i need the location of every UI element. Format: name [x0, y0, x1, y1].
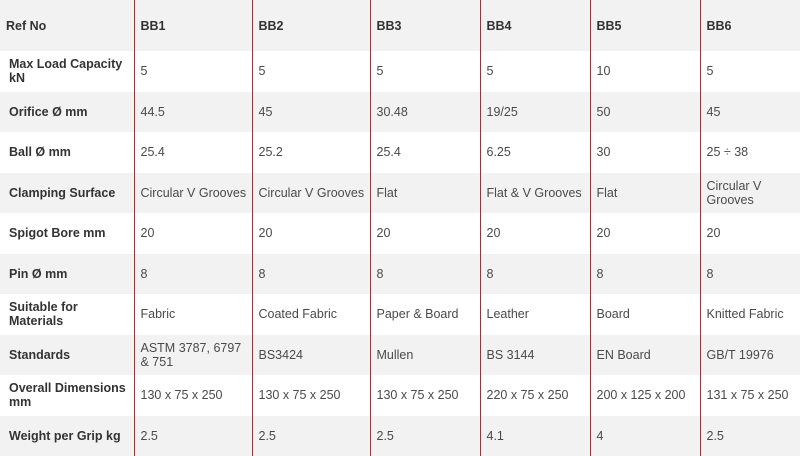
cell-bb4: 8 — [480, 254, 590, 295]
column-header-bb6: BB6 — [700, 0, 800, 51]
cell-bb3: 30.48 — [370, 92, 480, 133]
cell-bb2: 45 — [252, 92, 370, 133]
cell-bb3: 2.5 — [370, 416, 480, 456]
column-header-bb4: BB4 — [480, 0, 590, 51]
row-orifice — [0, 92, 800, 133]
cell-bb2: Circular V Grooves — [252, 173, 370, 214]
row-label: Pin Ø mm — [9, 266, 68, 281]
cell-bb1: Fabric — [134, 294, 252, 335]
row-pin — [0, 254, 800, 295]
cell-bb1: Circular V Grooves — [134, 173, 252, 214]
header-label: Ref No — [6, 18, 47, 33]
cell-bb6: 2.5 — [700, 416, 800, 456]
row-clamping-surface — [0, 173, 800, 214]
cell-bb5: 4 — [590, 416, 700, 456]
cell-bb4: BS 3144 — [480, 335, 590, 376]
row-weight — [0, 416, 800, 456]
cell-bb5: 200 x 125 x 200 — [590, 375, 700, 416]
cell-bb2: Coated Fabric — [252, 294, 370, 335]
header-row — [0, 0, 800, 51]
row-suitable-materials — [0, 294, 800, 335]
cell-bb2: BS3424 — [252, 335, 370, 376]
cell-bb6: Circular V Grooves — [700, 173, 800, 214]
cell-bb4: 19/25 — [480, 92, 590, 133]
cell-bb4: Leather — [480, 294, 590, 335]
column-header-bb3: BB3 — [370, 0, 480, 51]
cell-bb6: Knitted Fabric — [700, 294, 800, 335]
cell-bb4: 220 x 75 x 250 — [480, 375, 590, 416]
row-label: Orifice Ø mm — [9, 104, 88, 119]
cell-bb6: 8 — [700, 254, 800, 295]
cell-bb6: 5 — [700, 51, 800, 92]
column-header-bb2: BB2 — [252, 0, 370, 51]
cell-bb5: Board — [590, 294, 700, 335]
row-label: Suitable for Materials — [9, 300, 78, 329]
cell-bb2: 20 — [252, 213, 370, 254]
row-spigot-bore — [0, 213, 800, 254]
cell-bb3: 25.4 — [370, 132, 480, 173]
cell-bb5: 8 — [590, 254, 700, 295]
row-label: Clamping Surface — [9, 185, 116, 200]
cell-bb1: 44.5 — [134, 92, 252, 133]
cell-bb6: GB/T 19976 — [700, 335, 800, 376]
cell-bb1: 130 x 75 x 250 — [134, 375, 252, 416]
row-label: Weight per Grip kg — [9, 428, 121, 443]
cell-bb3: Flat — [370, 173, 480, 214]
column-header-bb5: BB5 — [590, 0, 700, 51]
column-header-bb1: BB1 — [134, 0, 252, 51]
cell-bb6: 20 — [700, 213, 800, 254]
cell-bb5: 30 — [590, 132, 700, 173]
cell-bb5: 50 — [590, 92, 700, 133]
cell-bb4: 5 — [480, 51, 590, 92]
row-standards — [0, 335, 800, 376]
row-label: Ball Ø mm — [9, 145, 71, 160]
cell-bb1: 25.4 — [134, 132, 252, 173]
cell-bb4: 4.1 — [480, 416, 590, 456]
cell-bb5: 20 — [590, 213, 700, 254]
cell-bb2: 2.5 — [252, 416, 370, 456]
cell-bb1: ASTM 3787, 6797 & 751 — [134, 335, 252, 376]
cell-bb2: 130 x 75 x 250 — [252, 375, 370, 416]
cell-bb4: 20 — [480, 213, 590, 254]
row-label: Max Load Capacity kN — [9, 57, 123, 86]
cell-bb3: 20 — [370, 213, 480, 254]
cell-bb2: 8 — [252, 254, 370, 295]
cell-bb2: 5 — [252, 51, 370, 92]
cell-bb5: 10 — [590, 51, 700, 92]
row-label: Spigot Bore mm — [9, 226, 106, 241]
cell-bb3: Paper & Board — [370, 294, 480, 335]
cell-bb4: Flat & V Grooves — [480, 173, 590, 214]
row-label: Standards — [9, 347, 71, 362]
row-label: Overall Dimensions mm — [9, 381, 126, 410]
cell-bb6: 131 x 75 x 250 — [700, 375, 800, 416]
table-body — [0, 51, 800, 456]
row-overall-dimensions — [0, 375, 800, 416]
row-max-load-capacity — [0, 51, 800, 92]
cell-bb3: 8 — [370, 254, 480, 295]
cell-bb1: 5 — [134, 51, 252, 92]
cell-bb5: Flat — [590, 173, 700, 214]
row-ball — [0, 132, 800, 173]
cell-bb3: Mullen — [370, 335, 480, 376]
cell-bb1: 8 — [134, 254, 252, 295]
cell-bb6: 25 ÷ 38 — [700, 132, 800, 173]
cell-bb3: 130 x 75 x 250 — [370, 375, 480, 416]
cell-bb5: EN Board — [590, 335, 700, 376]
cell-bb4: 6.25 — [480, 132, 590, 173]
cell-bb1: 20 — [134, 213, 252, 254]
cell-bb1: 2.5 — [134, 416, 252, 456]
cell-bb2: 25.2 — [252, 132, 370, 173]
cell-bb3: 5 — [370, 51, 480, 92]
cell-bb6: 45 — [700, 92, 800, 133]
